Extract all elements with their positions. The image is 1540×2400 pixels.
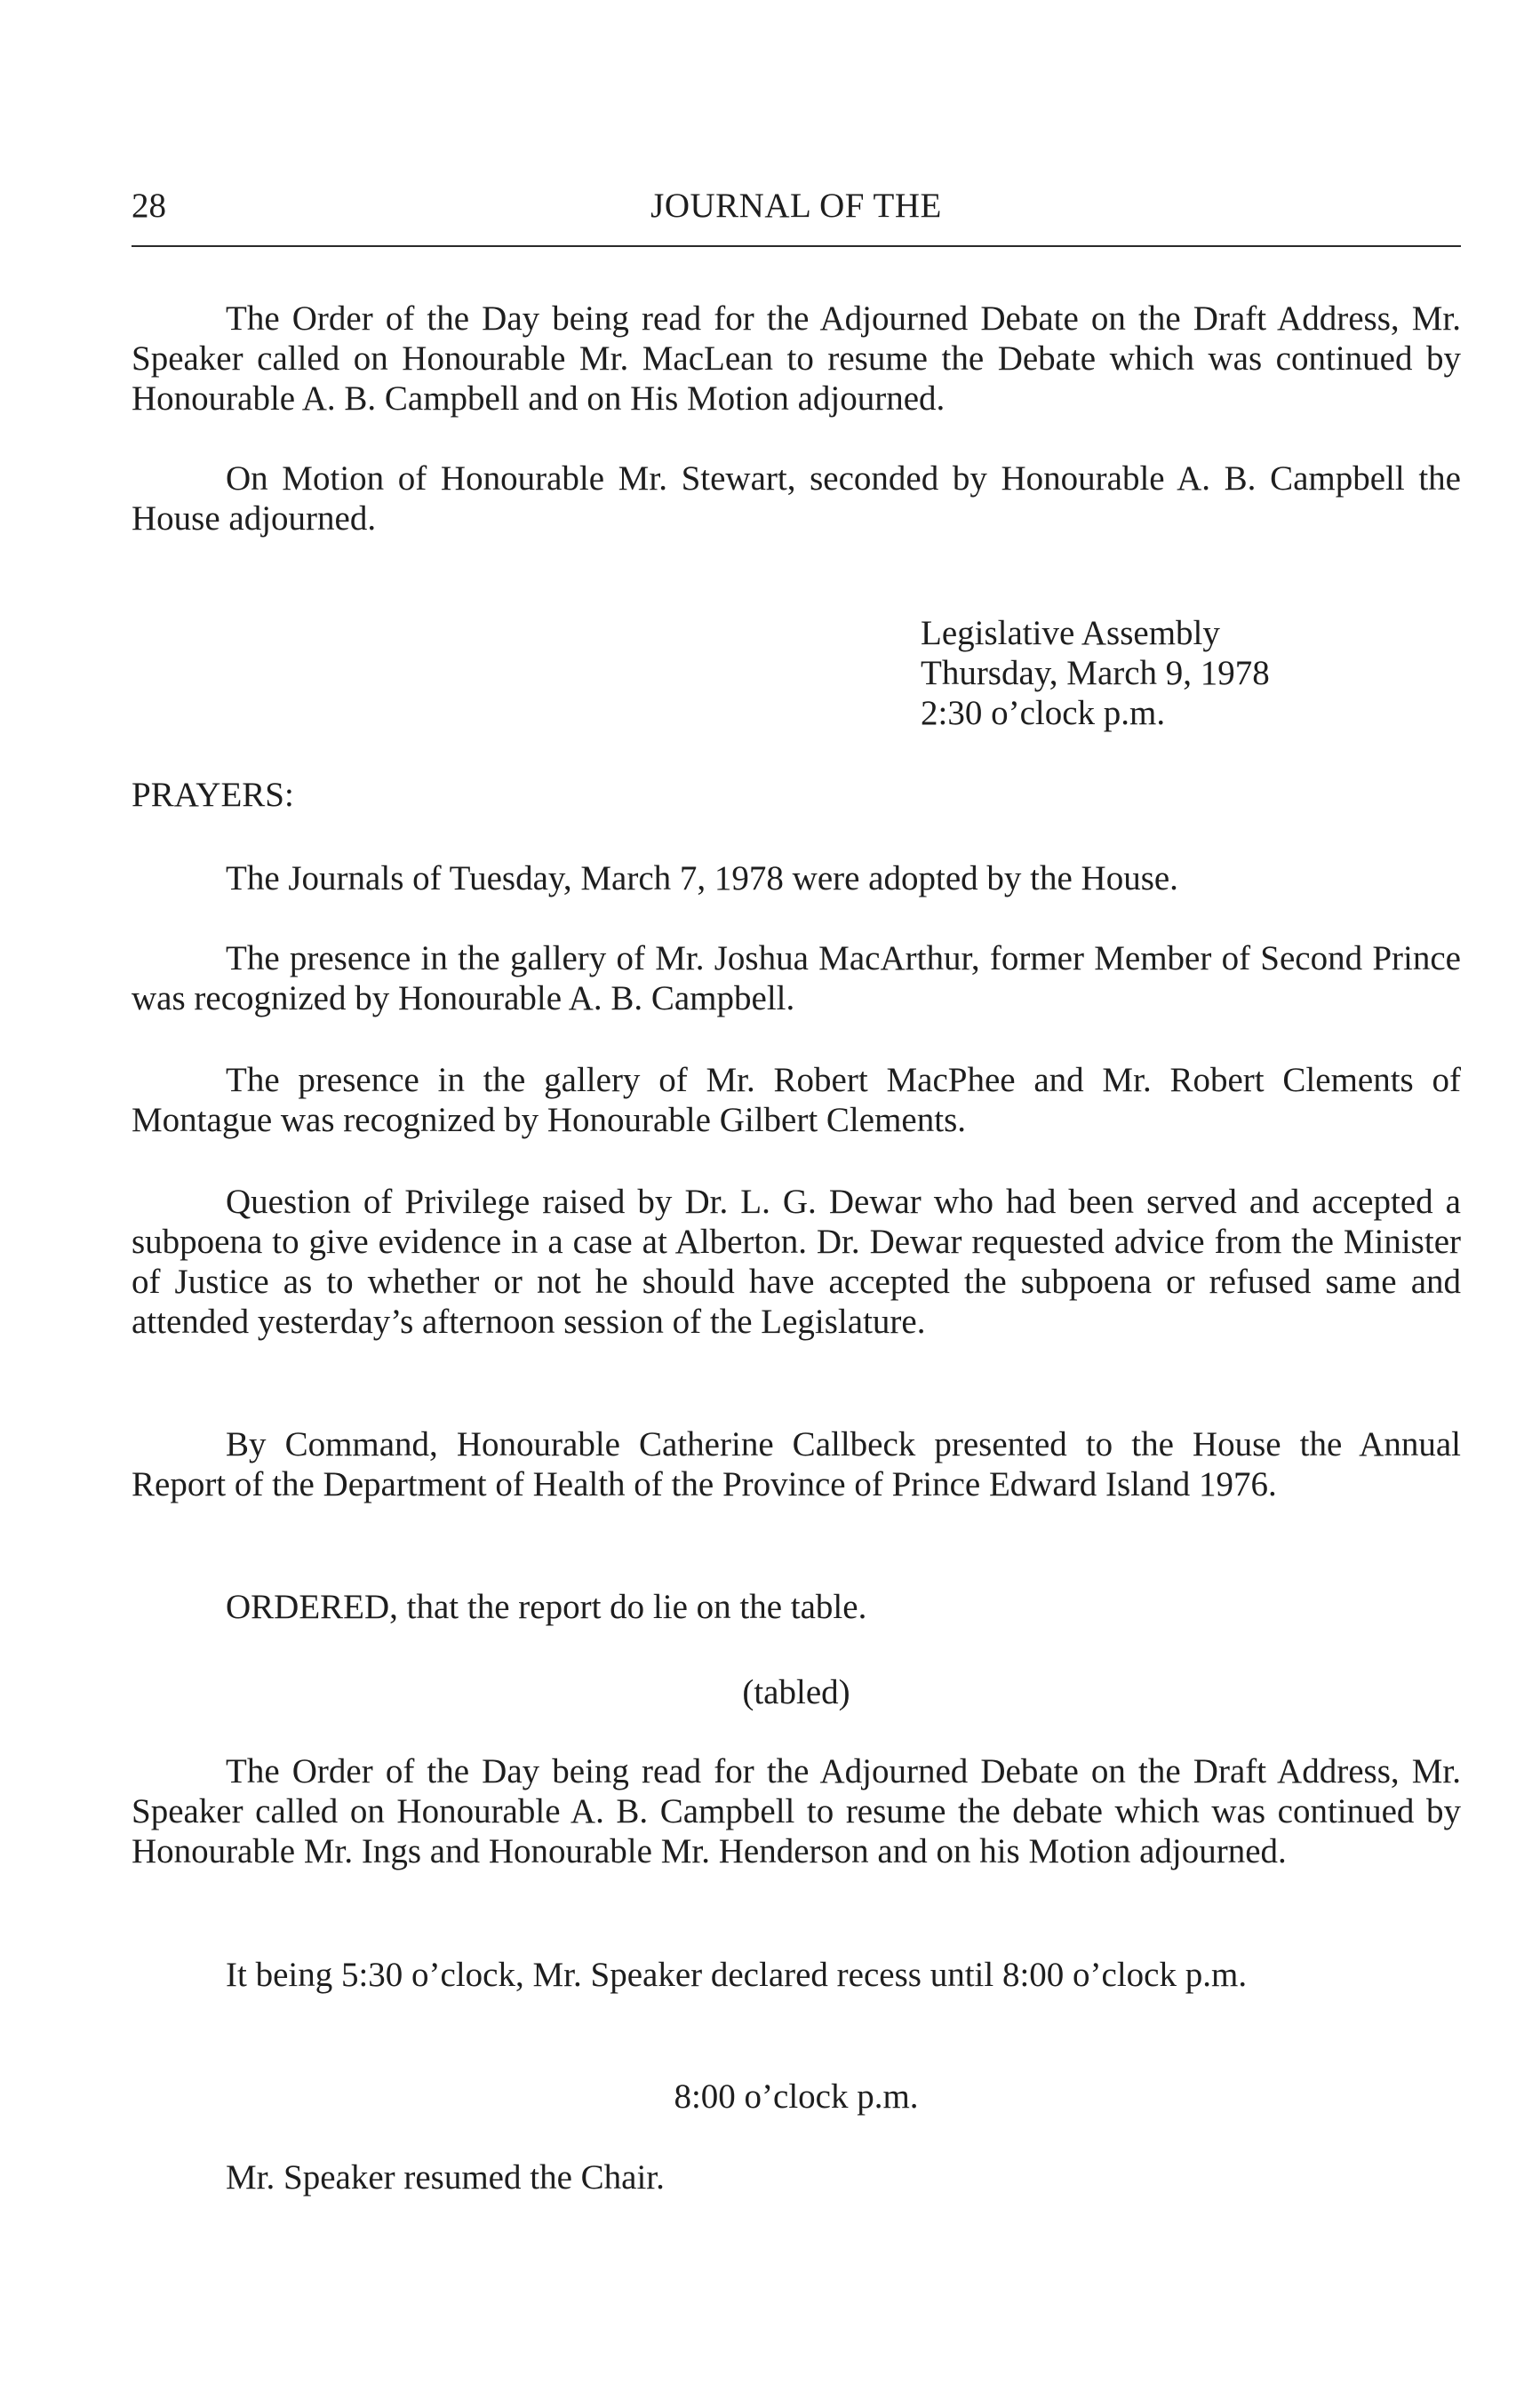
evening-session-time: 8:00 o’clock p.m. bbox=[674, 2077, 919, 2116]
paragraph-gallery-macarthur: The presence in the gallery of Mr. Joshua MacArthur, former Member of Second Prince was recognized by Honourable A. B. Campbell. bbox=[132, 939, 1461, 1017]
paragraph-annual-report: By Command, Honourable Catherine Callbeck presented to the House the Annual Report of the Department of Health of the Province of Prince Edward Island 1976. bbox=[132, 1425, 1461, 1503]
paragraph-ordered: ORDERED, that the report do lie on the table. bbox=[226, 1588, 867, 1626]
dateline-time: 2:30 o’clock p.m. bbox=[921, 694, 1166, 732]
paragraph-journals-adopted: The Journals of Tuesday, March 7, 1978 were adopted by the House. bbox=[226, 859, 1178, 897]
dateline-date: Thursday, March 9, 1978 bbox=[921, 654, 1270, 692]
page-number: 28 bbox=[132, 187, 166, 225]
sitting-dateline bbox=[921, 613, 1418, 733]
paragraph-adjourned-debate-2: The Order of the Day being read for the Adjourned Debate on the Draft Address, Mr. Speaker called on Honourable A. B. Campbell to resume the debate which was continued by Honourable Mr. Ings and Honourable Mr. Henderson and on his Motion adjourned. bbox=[132, 1752, 1461, 1870]
page-header bbox=[132, 183, 1461, 229]
paragraph-question-of-privilege: Question of Privilege raised by Dr. L. G. Dewar who had been served and accepted a subpoena to give evidence in a case at Alberton. Dr. Dewar requested advice from the Minister of Justice as to whether or not he should have accepted the subpoena or refused same and attended yesterday’s afternoon session of the Legislature. bbox=[132, 1183, 1461, 1341]
dateline-assembly: Legislative Assembly bbox=[921, 614, 1220, 652]
paragraph-speaker-resumed: Mr. Speaker resumed the Chair. bbox=[226, 2158, 665, 2197]
prayers-heading: PRAYERS: bbox=[132, 776, 294, 814]
paragraph-gallery-macphee-clements: The presence in the gallery of Mr. Robert MacPhee and Mr. Robert Clements of Montague was recognized by Honourable Gilbert Clements. bbox=[132, 1061, 1461, 1139]
running-head: JOURNAL OF THE bbox=[650, 187, 942, 225]
paragraph-house-adjourned: On Motion of Honourable Mr. Stewart, seconded by Honourable A. B. Campbell the House adjourned. bbox=[132, 459, 1461, 538]
header-rule bbox=[132, 245, 1461, 247]
paragraph-recess: It being 5:30 o’clock, Mr. Speaker declared recess until 8:00 o’clock p.m. bbox=[226, 1956, 1248, 1994]
tabled-note: (tabled) bbox=[742, 1673, 850, 1711]
paragraph-adjourned-debate-1: The Order of the Day being read for the Adjourned Debate on the Draft Address, Mr. Speaker called on Honourable Mr. MacLean to resume the Debate which was continued by Honourable A. B. Campbell and on His Motion adjourned. bbox=[132, 299, 1461, 418]
